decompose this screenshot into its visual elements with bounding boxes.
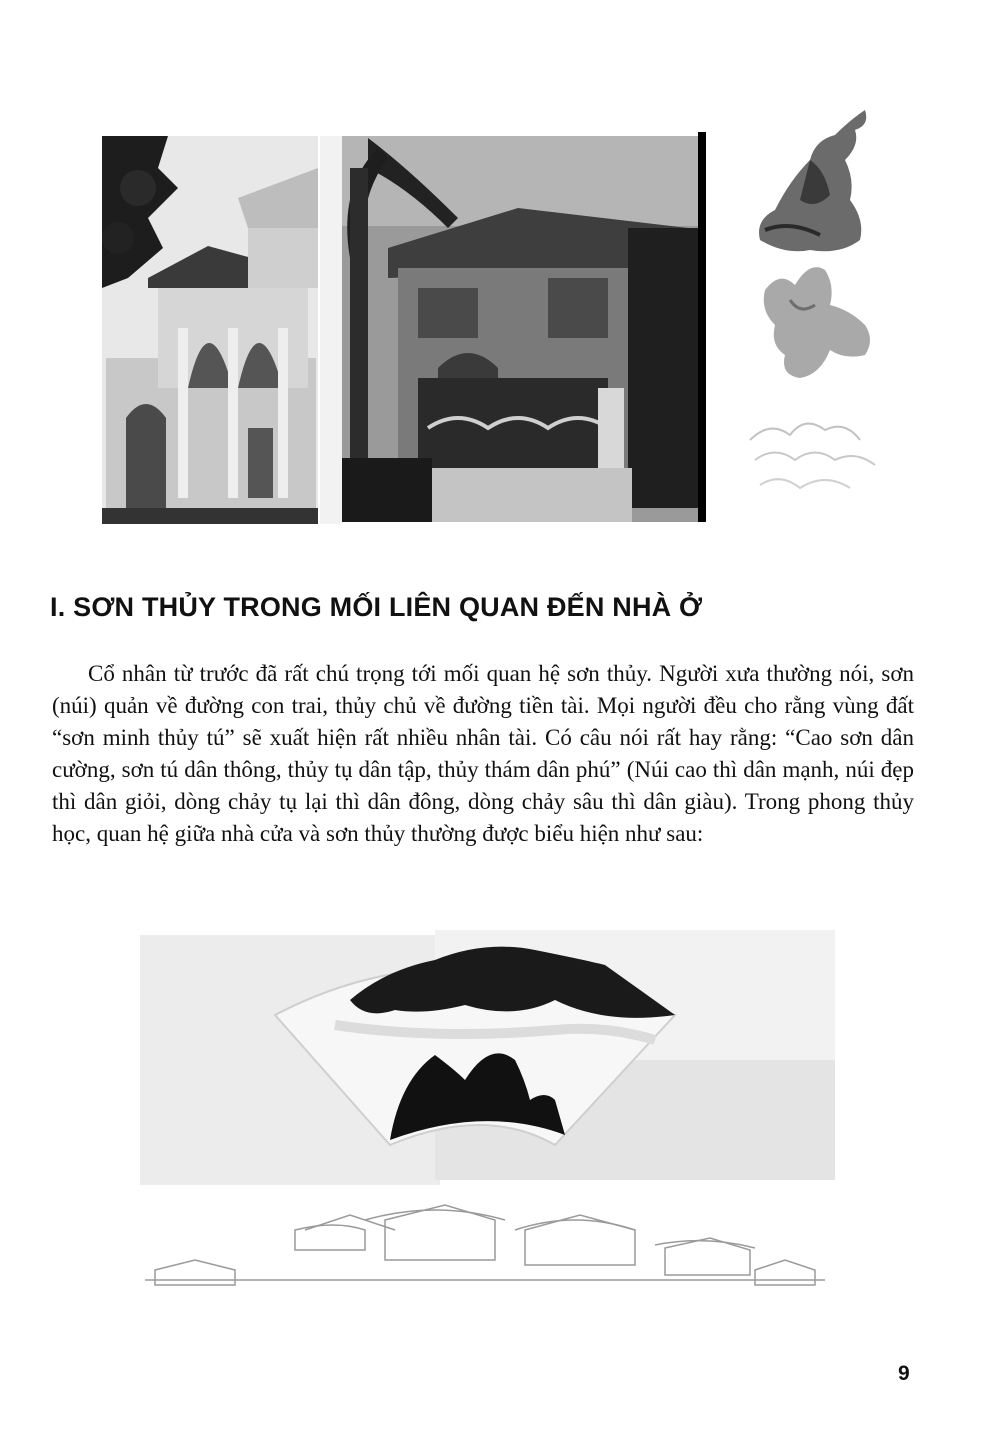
fan-landscape-painting (135, 930, 835, 1320)
villa-photos (88, 128, 706, 528)
dragon-statue-icon (759, 110, 866, 251)
section-heading: I. SƠN THỦY TRONG MỐI LIÊN QUAN ĐẾN NHÀ Ở (50, 592, 703, 622)
page-number: 9 (898, 1362, 910, 1385)
cloud-motif-icon (750, 424, 875, 488)
villa-photo-left (102, 136, 318, 524)
dragon-ornaments (740, 100, 890, 520)
lion-statue-icon (764, 267, 870, 378)
palace-sketch-icon (145, 1205, 825, 1285)
villa-photo-right (342, 132, 706, 522)
body-paragraph: Cổ nhân từ trước đã rất chú trọng tới mối quan hệ sơn thủy. Người xưa thường nói, sơn (núi) quản về đường con trai, thủy chủ về đường tiền tài. Mọi người đều cho rằng vùng đất “sơn minh thủy tú” sẽ xuất hiện rất nhiều nhân tài. Có câu nói rất hay rằng: “Cao sơn dân cường, sơn tú dân thông, thủy tụ dân tập, thủy thám dân phú” (Núi cao thì dân mạnh, núi đẹp thì dân giỏi, dòng chảy tụ lại thì dân đông, dòng chảy sâu thì dân giàu). Trong phong thủy học, quan hệ giữa nhà cửa và sơn thủy thường được biểu hiện như sau: (52, 661, 914, 846)
